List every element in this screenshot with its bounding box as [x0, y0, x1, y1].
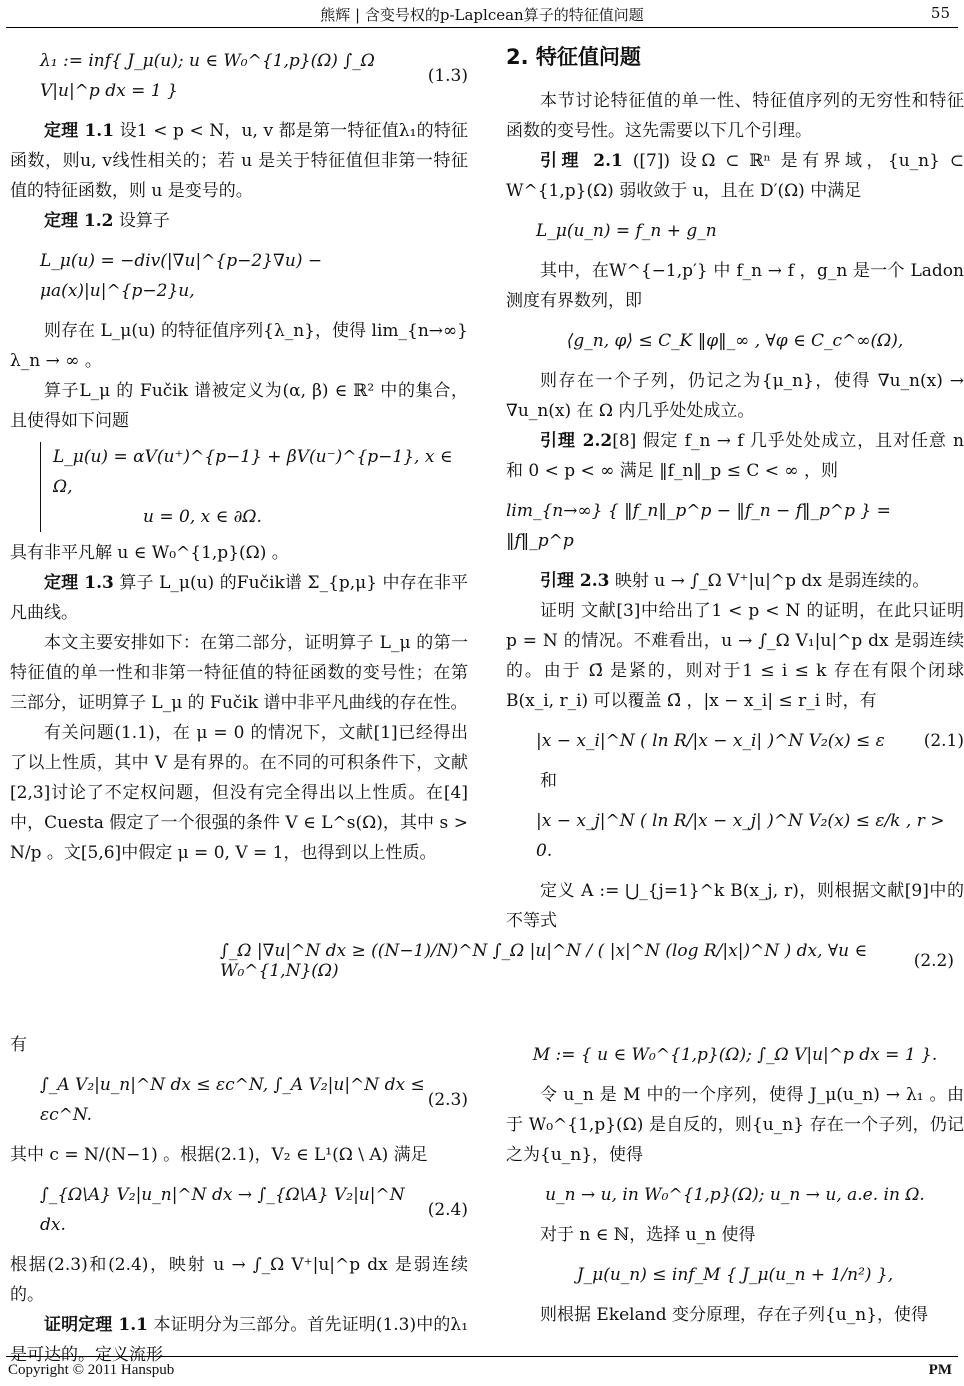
page-footer: [0, 1352, 964, 1386]
theorem-1-2-conclusion: 则存在 L_μ(u) 的特征值序列{λ_n}，使得 lim_{n→∞} λ_n → ∞ 。: [10, 321, 468, 371]
page-header: [0, 0, 964, 28]
theorem-1-1-label: 定理 1.1: [44, 121, 115, 141]
lemma-2-1: [506, 146, 964, 206]
right-column-lower: [506, 1030, 964, 1330]
lemma-2-1-text-3: 则存在一个子列，仍记之为{μ_n}，使得 ∇u_n(x) → ∇u_n(x) 在 Ω 内几乎处处成立。: [506, 371, 964, 421]
section-title: 2. 特征值问题: [506, 45, 641, 69]
theorem-1-2-text: 设算子: [118, 211, 170, 231]
footer-rule: [6, 1356, 958, 1357]
lemma-2-3-label: 引理 2.3: [540, 571, 610, 591]
proof-text: 本证明分为三部分。首先证明(1.3)中的λ₁是可达的。定义流形: [10, 1315, 469, 1365]
equation-ladon-body: ⟨g_n, φ⟩ ≤ C_K ‖φ‖_∞ , ∀φ ∈ C_c^∞(Ω),: [566, 331, 904, 351]
equation-and-body: |x − x_j|^N ( ln R/|x − x_j| )^N V₂(x) ≤ ε/k , r > 0.: [536, 811, 945, 861]
equation-M-body: M := { u ∈ W₀^{1,p}(Ω); ∫_Ω V|u|^p dx = 1 }.: [532, 1045, 938, 1065]
and-word: 和: [540, 771, 557, 791]
equation-lemma-2-2: [506, 496, 964, 556]
equation-choose-body: J_μ(u_n) ≤ inf_M { J_μ(u_n + 1/n²) },: [576, 1265, 894, 1285]
theorem-1-1: [10, 116, 468, 206]
where-c: 其中 c = N/(N−1) 。根据(2.1)，V₂ ∈ L¹(Ω \ A) 满足: [10, 1145, 428, 1165]
equation-convergence-body: u_n → u, in W₀^{1,p}(Ω); u_n → u, a.e. in Ω.: [545, 1185, 925, 1205]
theorem-1-3-text: 算子 L_μ(u) 的Fučik谱 Σ_{p,μ} 中存在非平凡曲线。: [10, 573, 469, 623]
equation-ladon: [506, 326, 964, 356]
lemma-2-2: [506, 426, 964, 486]
equation-2-4-body: ∫_{Ω\A} V₂|u_n|^N dx → ∫_{Ω\A} V₂|u|^N dx.: [40, 1185, 405, 1235]
equation-2-3: [10, 1070, 468, 1130]
equation-system: [40, 442, 468, 532]
equation-2-1: [506, 726, 964, 756]
left-column: [10, 36, 468, 868]
lemma-2-1-label: 引理 2.1: [540, 151, 623, 171]
equation-2-1-tag: (2.1): [923, 731, 964, 751]
related-work: 有关问题(1.1)，在 μ = 0 的情况下，文献[1]已经得出了以上性质，其中 V 是有界的。在不同的可积条件下，文献[2,3]讨论了不定权问题，但没有完全得出以上性质。在[4]中，Cuesta 假定了一个很强的条件 V ∈ L^s(Ω)，其中 s > N/p 。文[5,6]中假定 μ = 0, V = 1，也得到以上性质。: [10, 723, 468, 863]
theorem-1-2-label: 定理 1.2: [44, 211, 114, 231]
lemma-2-2-label: 引理 2.2: [540, 431, 613, 451]
lemma-2-3-text: 映射 u → ∫_Ω V⁺|u|^p dx 是弱连续的。: [614, 571, 930, 591]
system-line-2: u = 0, x ∈ ∂Ω.: [143, 507, 262, 527]
equation-convergence: [506, 1180, 964, 1210]
journal-abbrev: PM: [928, 1362, 952, 1378]
proof-label: 证明定理 1.1: [44, 1315, 148, 1335]
equation-2-2-tag: (2.2): [913, 951, 954, 971]
lemma-2-1-text-2: 其中，在W^{−1,p′} 中 f_n → f ，g_n 是一个 Ladon 测度有界数列，即: [506, 261, 964, 311]
theorem-1-3-label: 定理 1.3: [44, 573, 114, 593]
system-line-1: L_μ(u) = αV(u⁺)^{p−1} + βV(u⁻)^{p−1}, x ∈ Ω,: [53, 447, 453, 497]
page-number: 55: [930, 4, 950, 22]
lemma-2-2-text: [8] 假定 f_n → f 几乎处处成立，且对任意 n 和 0 < p < ∞ 满足 ‖f_n‖_p ≤ C < ∞ ，则: [506, 431, 964, 481]
equation-2-3-body: ∫_A V₂|u_n|^N dx ≤ εc^N, ∫_A V₂|u|^N dx ≤ εc^N.: [40, 1075, 425, 1125]
have-word: 有: [10, 1035, 27, 1055]
equation-lemma-2-2-body: lim_{n→∞} { ‖f_n‖_p^p − ‖f_n − f‖_p^p } = ‖f‖_p^p: [506, 501, 891, 551]
equation-2-2-body: ∫_Ω |∇u|^N dx ≥ ((N−1)/N)^N ∫_Ω |u|^N / ( |x|^N (log R/|x|)^N ) dx, ∀u ∈ W₀^{1,N}(Ω): [220, 941, 868, 981]
running-title: 熊辉 | 含变号权的p-Laplcean算子的特征值问题: [320, 6, 644, 24]
section-intro: 本节讨论特征值的单一性、特征值序列的无穷性和特征函数的变号性。这先需要以下几个引理。: [506, 91, 964, 141]
left-column-lower: [10, 1030, 468, 1370]
equation-1-3: [10, 46, 468, 106]
equation-choose: [506, 1260, 964, 1290]
equation-operator-body: L_μ(u) = −div(|∇u|^{p−2}∇u) − μa(x)|u|^{p−2}u,: [40, 251, 323, 301]
right-column: [506, 36, 964, 936]
equation-1-3-body: λ₁ := inf{ J_μ(u); u ∈ W₀^{1,p}(Ω) ∫_Ω V|u|^p dx = 1 }: [40, 51, 375, 101]
equation-M: [506, 1040, 964, 1070]
equation-2-4-tag: (2.4): [427, 1200, 468, 1220]
equation-lemma-2-1-body: L_μ(u_n) = f_n + g_n: [536, 221, 717, 241]
choose-text: 对于 n ∈ ℕ，选择 u_n 使得: [540, 1225, 756, 1245]
equation-and: [506, 806, 964, 866]
fucik-definition: 算子L_μ 的 Fučik 谱被定义为(α, β) ∈ ℝ² 中的集合，且使得如下问题: [10, 381, 468, 431]
theorem-1-2: [10, 206, 468, 236]
equation-2-3-tag: (2.3): [427, 1090, 468, 1110]
equation-2-1-body: |x − x_i|^N ( ln R/|x − x_i| )^N V₂(x) ≤ ε: [536, 731, 885, 751]
lemma-2-3: [506, 566, 964, 596]
ekeland-text: 则根据 Ekeland 变分原理，存在子列{u_n}，使得: [540, 1305, 929, 1325]
copyright: Copyright © 2011 Hanspub: [8, 1362, 175, 1378]
nontrivial-solution: 具有非平凡解 u ∈ W₀^{1,p}(Ω) 。: [10, 543, 289, 563]
paper-plan: 本文主要安排如下：在第二部分，证明算子 L_μ 的第一特征值的单一性和非第一特征值的特征函数的变号性；在第三部分，证明算子 L_μ 的 Fučik 谱中非平凡曲线的存在性。: [10, 633, 468, 713]
sequence-text: 令 u_n 是 M 中的一个序列，使得 J_μ(u_n) → λ₁ 。由于 W₀^{1,p}(Ω) 是自反的，则{u_n} 存在一个子列，仍记之为{u_n}，使得: [506, 1085, 964, 1165]
header-rule: [6, 27, 958, 28]
weak-continuity: 根据(2.3)和(2.4)，映射 u → ∫_Ω V⁺|u|^p dx 是弱连续的。: [10, 1255, 468, 1305]
equation-2-4: [10, 1180, 468, 1240]
lemma-2-3-proof: 证明 文献[3]中给出了1 < p < N 的证明，在此只证明 p = N 的情况。不难看出，u → ∫_Ω V₁|u|^p dx 是弱连续的。由于 Ω̄ 是紧的，则对于1 ≤ i ≤ k 存在有限个闭球B(x_i, r_i) 可以覆盖 Ω̄ ，|x − x_i| ≤ r_i 时，有: [506, 601, 964, 711]
theorem-1-1-text: 设1 < p < N，u, v 都是第一特征值λ₁的特征函数，则u, v线性相关的；若 u 是关于特征值但非第一特征值的特征函数，则 u 是变号的。: [10, 121, 469, 201]
define-A: 定义 A := ⋃_{j=1}^k B(x_j, r)，则根据文献[9]中的不等式: [506, 881, 964, 931]
equation-operator: [10, 246, 468, 306]
equation-1-3-tag: (1.3): [427, 66, 468, 86]
lemma-2-1-text: ([7]) 设Ω ⊂ ℝⁿ 是有界域，{u_n} ⊂ W^{1,p}(Ω) 弱收敛于 u，且在 D′(Ω) 中满足: [506, 151, 964, 201]
equation-lemma-2-1: [506, 216, 964, 246]
theorem-1-3: [10, 568, 468, 628]
